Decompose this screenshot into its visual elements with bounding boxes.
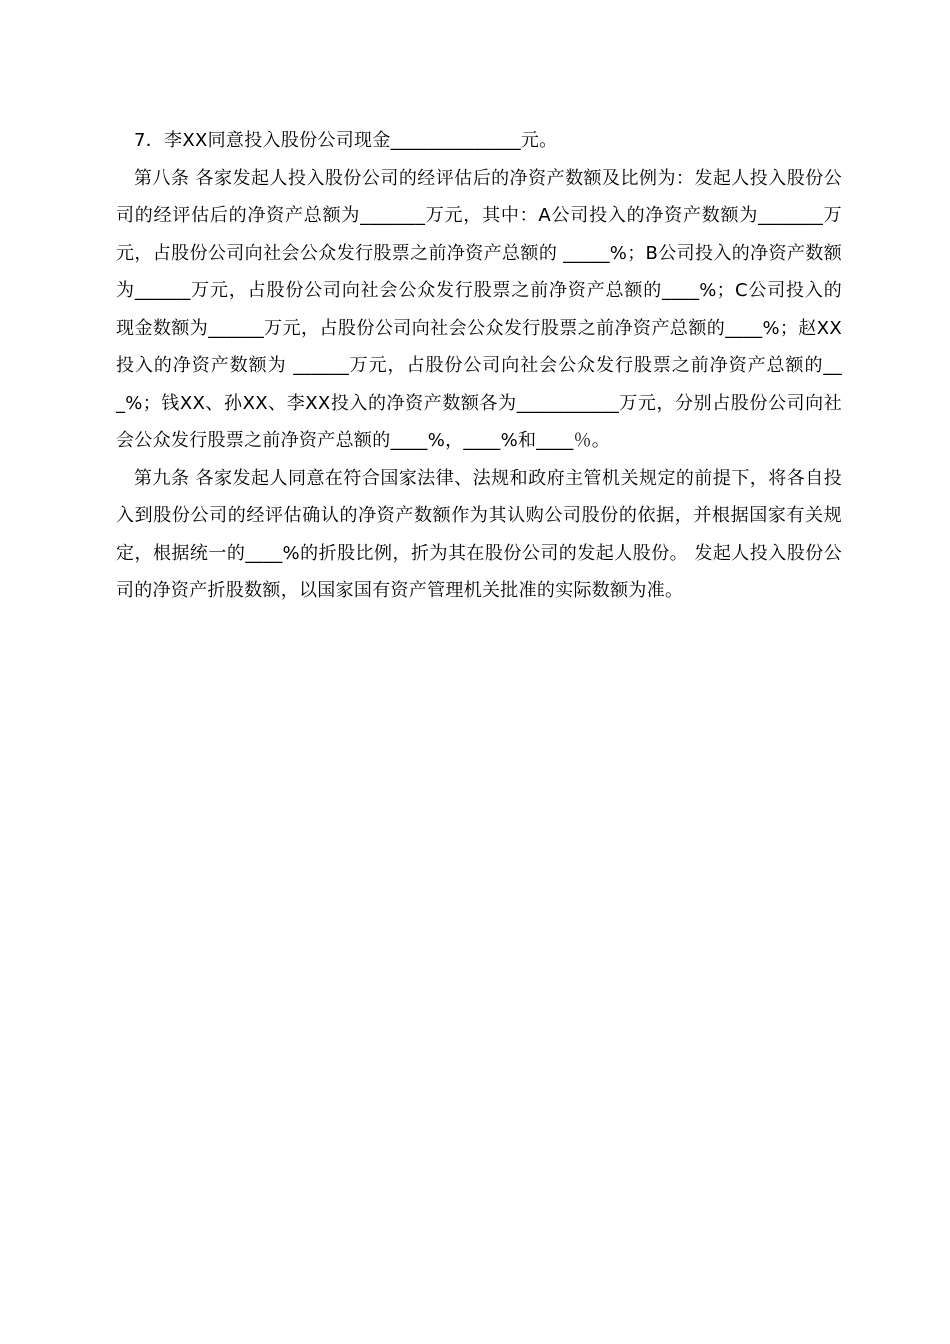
article-8-paragraph: 第八条 各家发起人投入股份公司的经评估后的净资产数额及比例为：发起人投入股份公司的经评估后的净资产总额为_______万元，其中：A公司投入的净资产数额为_______万元，占股份公司向社会公众发行股票之前净资产总额的 _____%；B公司投入的净资产数额为______万元，占股份公司向社会公众发行股票之前净资产总额的____%；C公司投入的现金数额为______万元，占股份公司向社会公众发行股票之前净资产总额的____%；赵XX投入的净资产数额为 ______万元，占股份公司向社会公众发行股票之前净资产总额的___%；钱XX、孙XX、李XX投入的净资产数额各为___________万元，分别占股份公司向社会公众发行股票之前净资产总额的____%，____%和____％。 bbox=[116, 167, 842, 451]
clause-7-item-paragraph: 7．李XX同意投入股份公司现金______________元。 bbox=[134, 130, 558, 151]
article-9-paragraph: 第九条 各家发起人同意在符合国家法律、法规和政府主管机关规定的前提下，将各自投入到股份公司的经评估确认的净资产数额作为其认购公司股份的依据，并根据国家有关规定，根据统一的____%的折股比例，折为其在股份公司的发起人股份。 发起人投入股份公司的净资产折股数额，以国家国有资产管理机关批准的实际数额为准。 bbox=[116, 467, 842, 601]
document-body bbox=[116, 122, 842, 610]
